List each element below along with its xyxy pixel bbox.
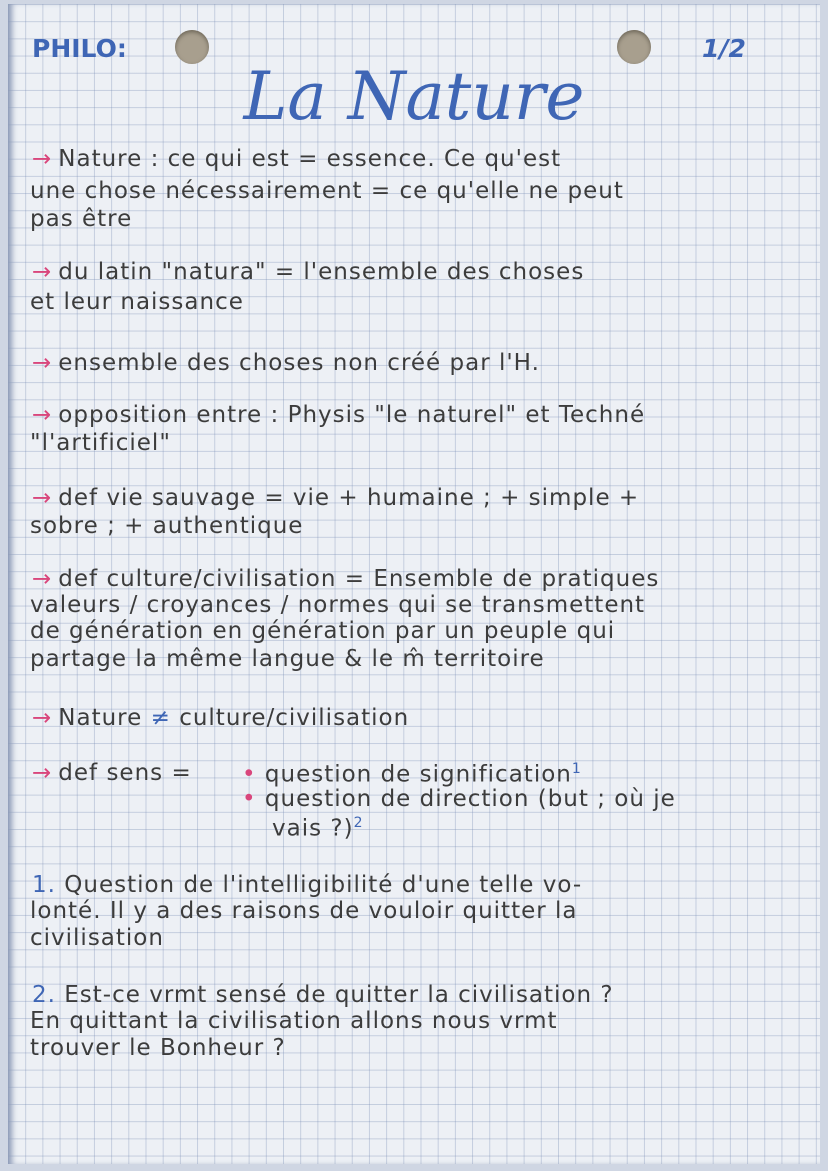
bullet-icon: • (242, 786, 257, 812)
footnote-line: lonté. Il y a des raisons de vouloir quitter la (30, 898, 578, 924)
page-title: La Nature (243, 58, 585, 135)
bullet-item-cont (272, 816, 364, 841)
footnote-line (32, 984, 614, 1007)
bullet-item (242, 788, 676, 811)
note-line: une chose nécessairement = ce qu'elle ne peut (30, 178, 624, 204)
note-line (32, 404, 645, 427)
footnote-ref: 1 (571, 761, 582, 777)
note-line (32, 352, 540, 375)
text: Nature (58, 705, 143, 731)
arrow-icon: → (32, 146, 53, 172)
note-line (32, 148, 561, 171)
note-line: et leur naissance (30, 289, 244, 315)
arrow-icon: → (32, 402, 53, 428)
text: Question de l'intelligibilité d'une telle vo- (64, 872, 583, 898)
footnote-ref: 2 (353, 815, 364, 831)
text: opposition entre : Physis "le naturel" et Techné (58, 402, 646, 428)
footnote-number: 1. (32, 872, 56, 898)
arrow-icon: → (32, 350, 53, 376)
text: vais ?) (272, 815, 354, 842)
footnote-line: civilisation (30, 925, 164, 951)
text: Est-ce vrmt sensé de quitter la civilisation ? (64, 982, 614, 1008)
footnote-number: 2. (32, 982, 56, 1008)
note-line (32, 261, 584, 284)
text: def vie sauvage = vie + humaine ; + simple + (58, 485, 640, 511)
arrow-icon: → (32, 485, 53, 511)
text: Nature : ce qui est = essence. Ce qu'est (58, 146, 562, 172)
page-number: 1/2 (702, 34, 746, 63)
note-line: valeurs / croyances / normes qui se transmettent (30, 592, 646, 618)
bullet-item (242, 762, 582, 787)
text: question de direction (but ; où je (264, 786, 676, 812)
note-line (32, 707, 409, 730)
text: question de signification (264, 761, 572, 788)
text: ensemble des choses non créé par l'H. (58, 350, 540, 376)
bullet-icon: • (242, 761, 257, 788)
subject-label: PHILO: (32, 34, 127, 63)
text: culture/civilisation (179, 705, 410, 731)
note-line: partage la même langue & le m̂ territoire (30, 646, 545, 672)
note-line: de génération en génération par un peuple qui (30, 618, 616, 644)
note-line: pas être (30, 206, 133, 232)
note-line (32, 762, 192, 785)
note-line (32, 487, 639, 510)
note-line: "l'artificiel" (30, 430, 171, 456)
arrow-icon: → (32, 705, 53, 731)
text: def culture/civilisation = Ensemble de pratiques (58, 566, 660, 592)
note-line: sobre ; + authentique (30, 513, 304, 539)
footnote-line (32, 874, 582, 897)
text: du latin "natura" = l'ensemble des choses (58, 259, 585, 285)
not-equal-sign: ≠ (150, 705, 171, 731)
note-line (32, 568, 659, 591)
arrow-icon: → (32, 760, 53, 786)
arrow-icon: → (32, 566, 53, 592)
arrow-icon: → (32, 259, 53, 285)
text: def sens = (58, 760, 192, 786)
footnote-line: trouver le Bonheur ? (30, 1035, 286, 1061)
footnote-line: En quittant la civilisation allons nous vrmt (30, 1008, 558, 1034)
